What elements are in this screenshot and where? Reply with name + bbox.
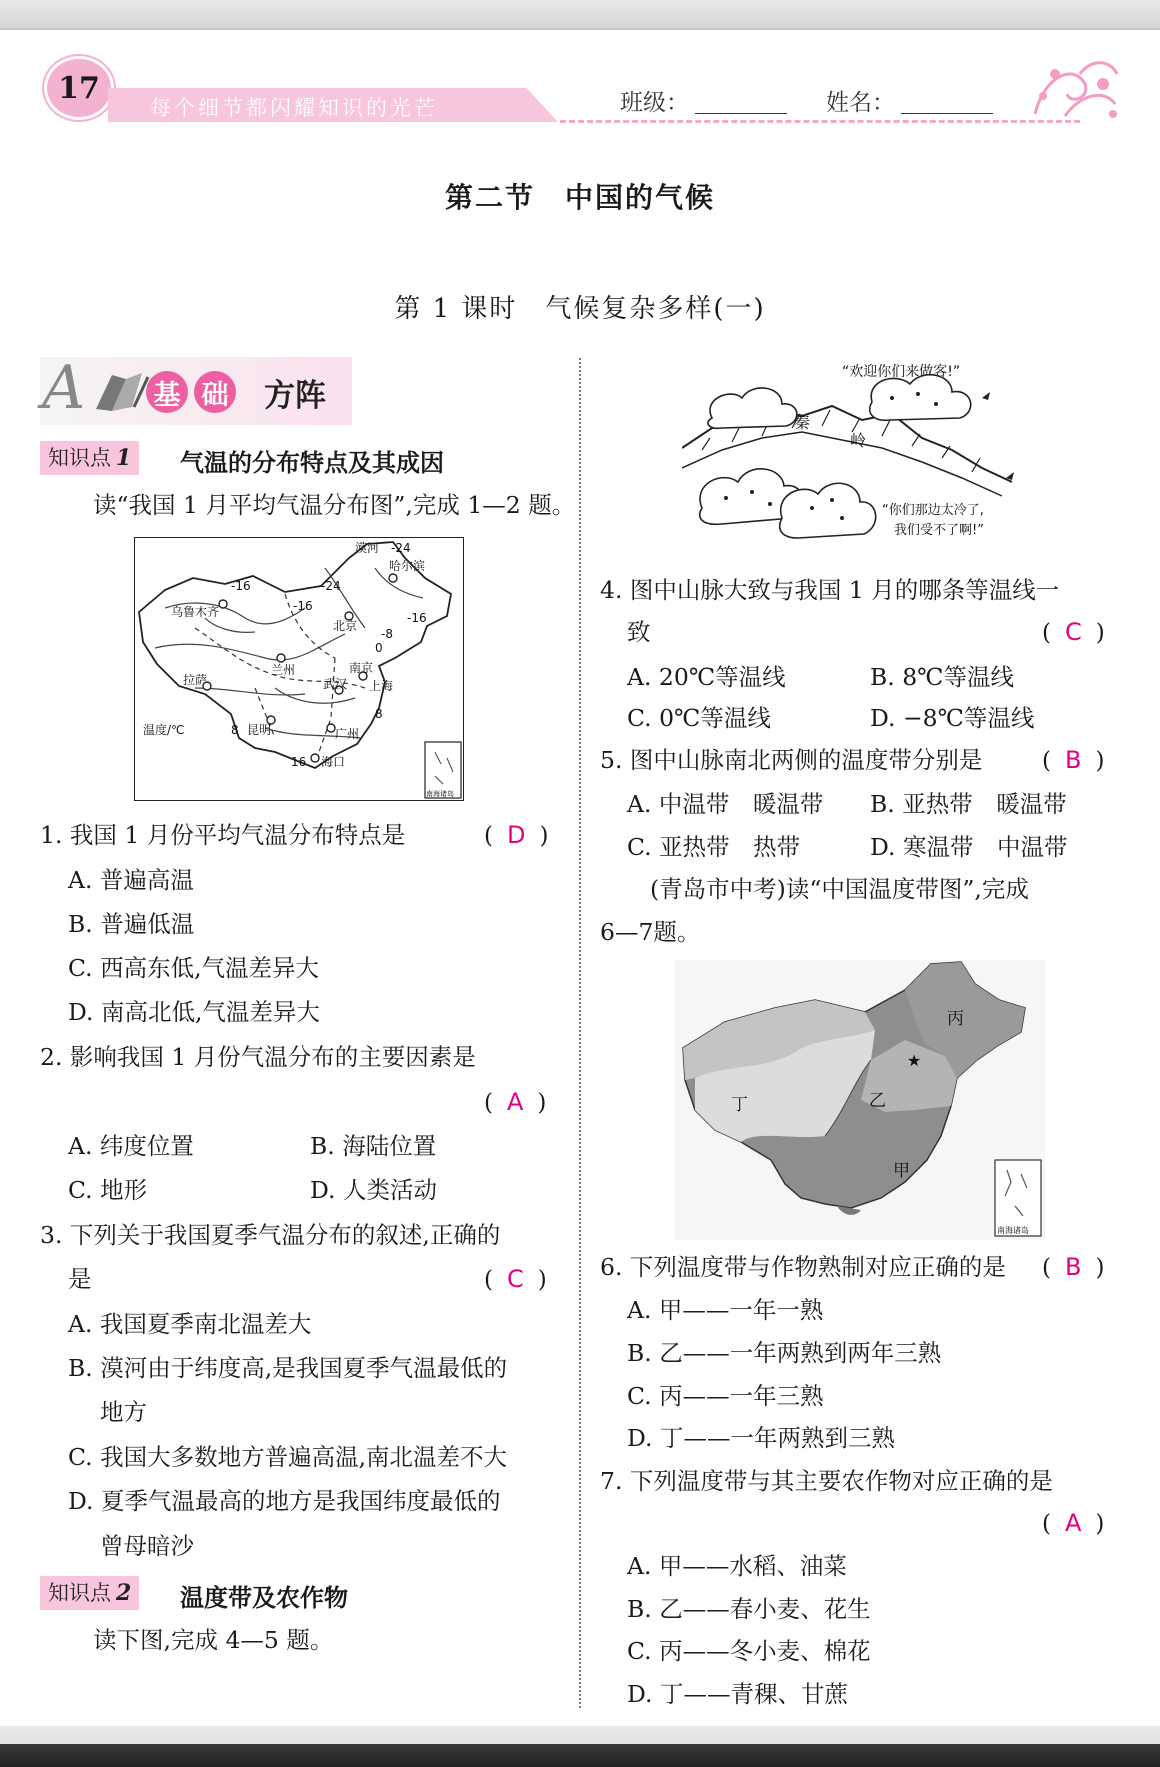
bottom-bar <box>0 1726 1160 1767</box>
q7-answer: A <box>1064 1509 1082 1537</box>
slogan-text: 每个细节都闪耀知识的光芒 <box>150 96 438 120</box>
q3-option-b-cont: 地方 <box>100 1398 147 1426</box>
basics-letter-a: A <box>42 353 86 423</box>
isotherm-label: -16 <box>293 599 313 613</box>
page-number: 17 <box>44 56 114 120</box>
class-blank[interactable] <box>695 113 787 114</box>
q6-answer-box: ( B ) <box>1042 1253 1105 1281</box>
section-title: 第二节 中国的气候 <box>444 181 715 214</box>
q1-stem: 1. 我国 1 月份平均气温分布特点是 <box>40 821 406 849</box>
january-temperature-map <box>134 537 464 801</box>
q7-stem: 7. 下列温度带与其主要农作物对应正确的是 <box>600 1467 1053 1495</box>
q7-answer-box: ( A ) <box>1042 1509 1105 1537</box>
q2-option-b[interactable]: B. 海陆位置 <box>310 1132 437 1160</box>
q3-answer: C <box>506 1265 524 1293</box>
basics-banner <box>40 353 352 425</box>
q7-option-c[interactable]: C. 丙——冬小麦、棉花 <box>627 1637 871 1665</box>
q4-stem-line2: 致 <box>627 618 651 646</box>
q4-option-d[interactable]: D. −8℃等温线 <box>870 704 1035 732</box>
name-field[interactable] <box>826 84 993 117</box>
q3-option-d[interactable]: D. 夏季气温最高的地方是我国纬度最低的 <box>68 1487 501 1515</box>
isotherm-label: -16 <box>231 579 251 593</box>
kp1-tag-num: 1 <box>116 445 132 471</box>
mountain-char-2: 岭 <box>850 431 867 450</box>
top-bar <box>0 0 1160 30</box>
q3-answer-box: ( C ) <box>484 1265 547 1293</box>
mountain-char-1: 秦 <box>794 413 811 432</box>
q2-answer-box: ( A ) <box>484 1088 547 1116</box>
book-icon <box>92 369 152 413</box>
q1-option-d[interactable]: D. 南高北低,气温差异大 <box>68 998 320 1026</box>
city-kunming: 昆明 <box>247 723 272 737</box>
basics-tail: 方阵 <box>264 378 326 414</box>
q2-answer: A <box>506 1088 524 1116</box>
column-divider <box>579 358 581 1708</box>
kp2-tag <box>40 1576 139 1610</box>
q4-stem-line1: 4. 图中山脉大致与我国 1 月的哪条等温线一 <box>600 576 1060 604</box>
class-label: 班级： <box>620 90 689 116</box>
q5-option-d[interactable]: D. 寒温带 中温带 <box>870 833 1068 861</box>
intro2-text: 读下图,完成 4—5 题。 <box>93 1626 334 1654</box>
q7-option-b[interactable]: B. 乙——春小麦、花生 <box>627 1595 871 1623</box>
kp2-title: 温度带及农作物 <box>180 1584 348 1612</box>
qinling-cartoon <box>682 358 1032 558</box>
q5-option-c[interactable]: C. 亚热带 热带 <box>627 833 801 861</box>
name-label: 姓名： <box>826 90 895 116</box>
isotherm-label: -24 <box>391 541 411 555</box>
map1-legend: 温度/℃ <box>143 723 185 737</box>
q6-option-a[interactable]: A. 甲——一年一熟 <box>627 1296 824 1324</box>
q6-option-d[interactable]: D. 丁——一年两熟到三熟 <box>627 1424 895 1452</box>
q3-option-d-cont: 曾母暗沙 <box>100 1532 194 1560</box>
q3-option-c[interactable]: C. 我国大多数地方普遍高温,南北温差不大 <box>68 1443 508 1471</box>
speech-bottom-2: 我们受不了啊!” <box>894 523 984 538</box>
q2-option-a[interactable]: A. 纬度位置 <box>68 1132 194 1160</box>
kp2-tag-num: 2 <box>116 1580 132 1606</box>
temperature-zone-map <box>675 960 1045 1240</box>
q6-stem: 6. 下列温度带与作物熟制对应正确的是 <box>600 1253 1006 1281</box>
zone-ding: 丁 <box>731 1095 748 1115</box>
city-nanjing: 南京 <box>349 661 374 675</box>
isotherm-label: -16 <box>407 611 427 625</box>
q5-stem: 5. 图中山脉南北两侧的温度带分别是 <box>600 746 983 774</box>
kp1-title: 气温的分布特点及其成因 <box>180 449 444 477</box>
q3-option-a[interactable]: A. 我国夏季南北温差大 <box>68 1310 312 1338</box>
name-blank[interactable] <box>901 113 993 114</box>
isotherm-label: -8 <box>381 627 393 641</box>
lesson-subtitle: 第 1 课时 气候复杂多样(一) <box>394 294 766 324</box>
basics-char-1: 基 <box>146 371 188 413</box>
q7-option-d[interactable]: D. 丁——青稞、甘蔗 <box>627 1680 848 1708</box>
basics-char-2: 础 <box>194 371 236 413</box>
speech-top: “欢迎你们来做客!” <box>842 364 961 380</box>
map1-inset-label: 南海诸岛 <box>426 790 454 798</box>
q2-stem: 2. 影响我国 1 月份气温分布的主要因素是 <box>40 1043 476 1071</box>
q6-answer: B <box>1064 1253 1082 1281</box>
q6-option-b[interactable]: B. 乙——一年两熟到两年三熟 <box>627 1339 942 1367</box>
isotherm-label: 16 <box>291 755 307 769</box>
q5-answer-box: ( B ) <box>1042 746 1105 774</box>
q4-option-a[interactable]: A. 20℃等温线 <box>627 663 786 691</box>
intro3-line1: (青岛市中考)读“中国温度带图”,完成 <box>650 875 1029 903</box>
q7-option-a[interactable]: A. 甲——水稻、油菜 <box>627 1552 847 1580</box>
q4-option-c[interactable]: C. 0℃等温线 <box>627 704 771 732</box>
isotherm-label: 8 <box>375 707 383 721</box>
q4-answer-box: ( C ) <box>1042 618 1105 646</box>
star-icon: ★ <box>907 1051 922 1070</box>
zone-bing: 丙 <box>947 1009 964 1029</box>
map2-inset-label: 南海诸岛 <box>997 1226 1029 1235</box>
q4-option-b[interactable]: B. 8℃等温线 <box>870 663 1014 691</box>
kp2-tag-label: 知识点 <box>48 1581 111 1605</box>
q1-answer: D <box>506 821 526 849</box>
city-shanghai: 上海 <box>369 679 394 693</box>
q4-answer: C <box>1064 618 1082 646</box>
kp1-tag-label: 知识点 <box>48 446 111 470</box>
speech-bottom-1: “你们那边太冷了, <box>882 503 984 518</box>
zone-jia: 甲 <box>893 1161 910 1181</box>
q2-option-c[interactable]: C. 地形 <box>68 1176 148 1204</box>
q1-answer-box: ( D ) <box>484 821 549 849</box>
page-header <box>40 50 1125 126</box>
city-mohe: 漠河 <box>355 541 380 555</box>
q5-answer: B <box>1064 746 1082 774</box>
header-dash-line <box>560 120 1080 123</box>
q6-option-c[interactable]: C. 丙——一年三熟 <box>627 1382 824 1410</box>
city-harbin: 哈尔滨 <box>389 559 426 573</box>
kp1-tag <box>40 441 139 475</box>
isotherm-label: 0 <box>375 641 383 655</box>
q1-option-c[interactable]: C. 西高东低,气温差异大 <box>68 954 320 982</box>
q1-option-b[interactable]: B. 普遍低温 <box>68 910 195 938</box>
city-urumqi: 乌鲁木齐 <box>171 605 220 619</box>
city-lanzhou: 兰州 <box>271 663 296 677</box>
q3-stem-line2: 是 <box>68 1265 92 1293</box>
intro3-line2: 6—7题。 <box>600 918 701 946</box>
isotherm-label: -24 <box>321 579 341 593</box>
january-temperature-map-drawing <box>135 538 465 802</box>
q2-option-d[interactable]: D. 人类活动 <box>310 1176 437 1204</box>
q3-option-b[interactable]: B. 漠河由于纬度高,是我国夏季气温最低的 <box>68 1354 508 1382</box>
city-haikou: 海口 <box>321 755 346 769</box>
q3-stem-line1: 3. 下列关于我国夏季气温分布的叙述,正确的 <box>40 1221 501 1249</box>
city-lhasa: 拉萨 <box>183 673 208 687</box>
q1-option-a[interactable]: A. 普遍高温 <box>68 866 194 894</box>
q5-option-b[interactable]: B. 亚热带 暖温带 <box>870 790 1067 818</box>
city-beijing: 北京 <box>333 619 358 633</box>
isotherm-label: 8 <box>231 723 239 737</box>
class-field[interactable] <box>620 84 787 117</box>
zone-yi: 乙 <box>869 1091 886 1111</box>
city-guangzhou: 广州 <box>335 727 360 741</box>
q5-option-a[interactable]: A. 中温带 暖温带 <box>627 790 824 818</box>
intro1-text: 读“我国 1 月平均气温分布图”,完成 1—2 题。 <box>93 491 576 519</box>
city-wuhan: 武汉 <box>323 677 348 691</box>
flourish-ornament-icon <box>1025 54 1125 122</box>
